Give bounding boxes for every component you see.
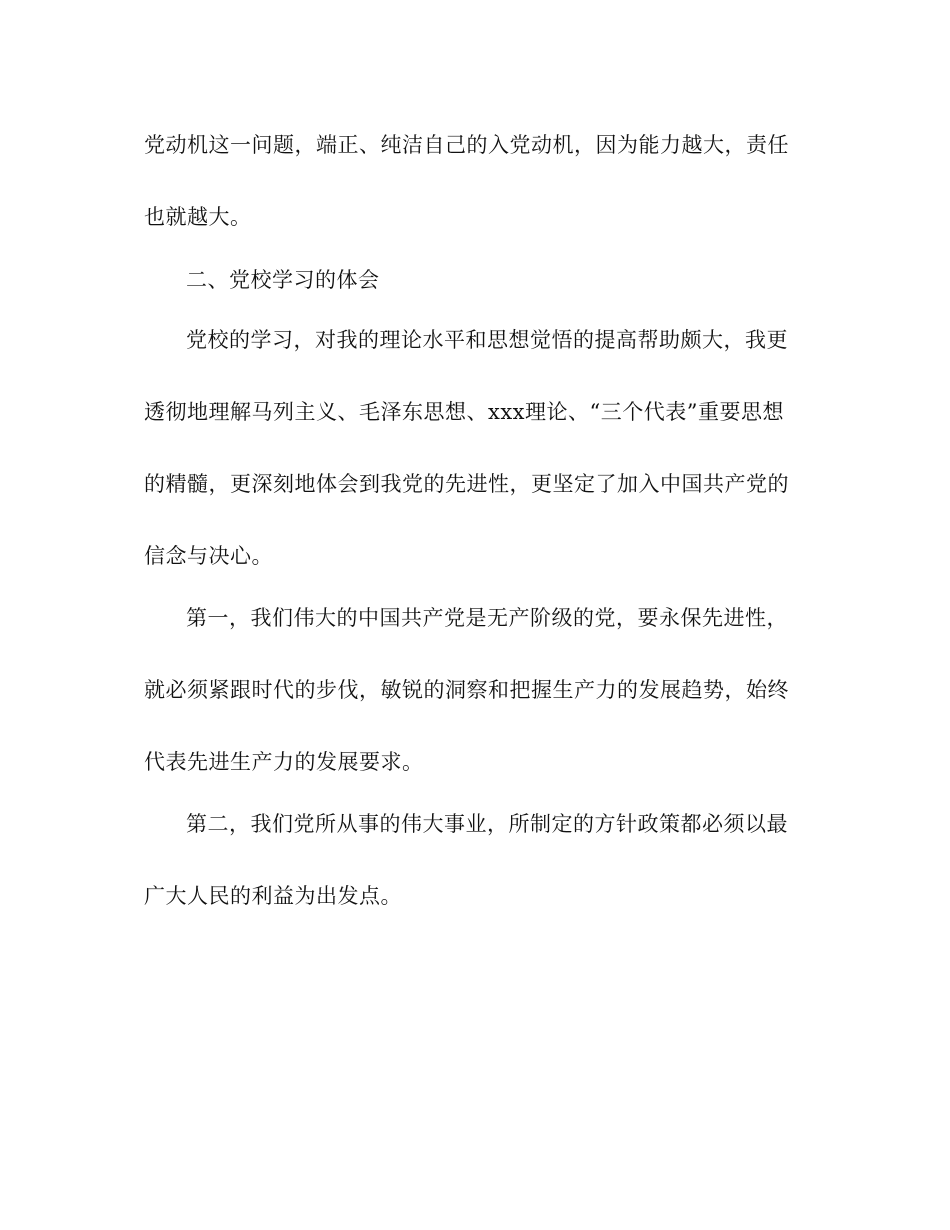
paragraph-line: 就必须紧跟时代的步伐，敏锐的洞察和把握生产力的发展趋势，始终 [144,678,789,702]
paragraph-line: 党动机这一问题，端正、纯洁自己的入党动机，因为能力越大，责任 [144,133,789,157]
paragraph-line: 也就越大。 [144,205,252,229]
paragraph-line: 代表先进生产力的发展要求。 [144,750,424,774]
section-heading: 二、党校学习的体会 [186,268,380,292]
paragraph-line: 广大人民的利益为出发点。 [144,884,402,908]
paragraph-line: 第二，我们党所从事的伟大事业，所制定的方针政策都必须以最 [186,812,788,836]
paragraph-line: 透彻地理解马列主义、毛泽东思想、xxx理论、“三个代表”重要思想 [144,400,784,424]
paragraph-line: 党校的学习，对我的理论水平和思想觉悟的提高帮助颇大，我更 [186,328,788,352]
paragraph-line: 第一，我们伟大的中国共产党是无产阶级的党，要永保先进性， [186,606,788,630]
paragraph-line: 的精髓，更深刻地体会到我党的先进性，更坚定了加入中国共产党的 [144,472,789,496]
paragraph-line: 信念与决心。 [144,544,273,568]
